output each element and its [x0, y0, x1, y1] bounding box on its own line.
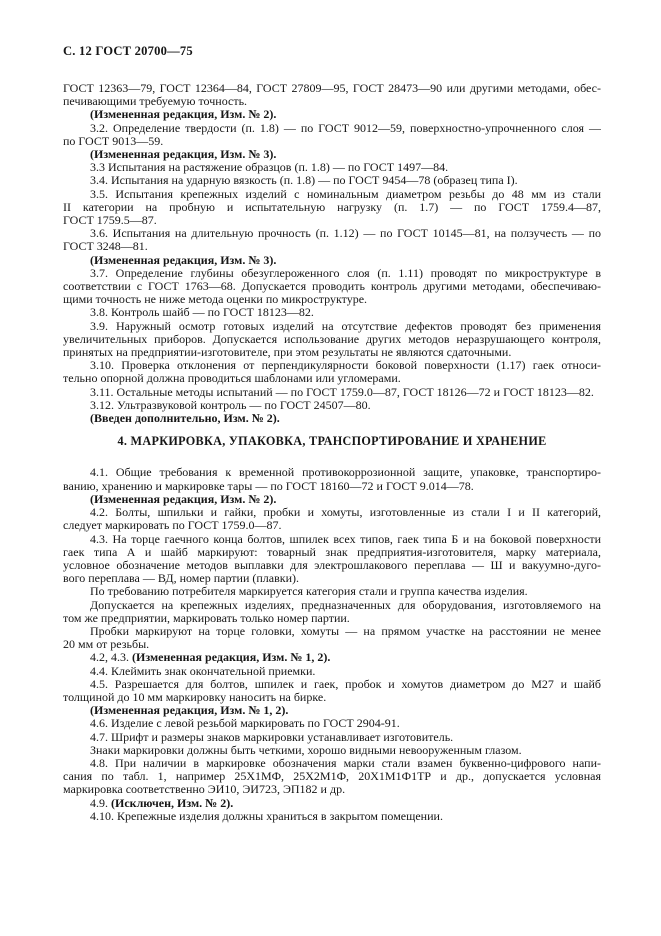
- text-run: ГОСТ 1759.5—87.: [63, 214, 157, 228]
- paragraph: [63, 757, 601, 797]
- paragraph: [63, 810, 601, 823]
- text-run: принятых на предприятии-изготовителе, при этом результаты не являются сдаточными.: [63, 346, 512, 360]
- text-run: 4.7. Шрифт и размеры знаков маркировки устанавливает изготовитель.: [90, 730, 454, 744]
- paragraph: [63, 188, 601, 228]
- text-line: [63, 201, 601, 214]
- paragraph: [63, 320, 601, 360]
- text-run: 3.9. Наружный осмотр готовых изделий на отсутствие дефектов проводят без применения: [90, 319, 601, 333]
- text-run: 3.2. Определение твердости (п. 1.8) — по ГОСТ 9012—59, поверхностно-упрочненного слоя —: [90, 121, 601, 135]
- paragraph: [63, 744, 601, 757]
- text-run: 3.12. Ультразвуковой контроль — по ГОСТ 24507—80.: [90, 398, 371, 412]
- text-line: [63, 372, 601, 385]
- text-run: 3.6. Испытания на длительную прочность (п. 1.12) — по ГОСТ 10145—81, на ползучесть — по: [90, 227, 601, 241]
- page-content: [63, 44, 601, 823]
- text-run: щими точность не ниже метода оценки по микроструктуре.: [63, 293, 368, 307]
- paragraph: [63, 122, 601, 148]
- text-run: по ГОСТ 9013—59.: [63, 134, 164, 148]
- bold-text-run: (Измененная редакция, Изм. № 3).: [90, 148, 277, 162]
- text-line: [63, 412, 601, 425]
- text-line: [63, 731, 601, 744]
- paragraph: [63, 386, 601, 399]
- paragraph: [63, 731, 601, 744]
- text-run: 4.2, 4.3.: [90, 651, 132, 665]
- paragraph: [63, 599, 601, 625]
- text-run: условное обозначение методов выплавки для электрошлакового переплава — Ш и вакуумно-дуго-: [63, 558, 601, 572]
- text-line: [63, 386, 601, 399]
- text-line: [63, 280, 601, 293]
- text-run: 20 мм от резьбы.: [63, 638, 150, 652]
- text-run: 3.3 Испытания на растяжение образцов (п. 1.8) — по ГОСТ 1497—84.: [90, 161, 449, 175]
- text-run: 4.2. Болты, шпильки и гайки, пробки и хомуты, изготовленные из стали I и II категорий,: [90, 506, 601, 520]
- editorial-note: [63, 108, 601, 121]
- text-line: [63, 227, 601, 240]
- text-line: [63, 519, 601, 532]
- text-run: соответствии с ГОСТ 1763—68. Допускается проводить контроль другими методами, обеспечиваю-: [63, 280, 601, 294]
- text-line: [63, 638, 601, 651]
- paragraph: [63, 717, 601, 730]
- paragraph: [63, 665, 601, 678]
- text-line: [63, 678, 601, 691]
- paragraph: [63, 161, 601, 174]
- paragraph: [63, 399, 601, 412]
- text-run: 3.10. Проверка отклонения от перпендикулярности боковой поверхности (1.17) гаек относи-: [90, 359, 601, 373]
- bold-text-run: (Измененная редакция, Изм. № 2).: [90, 492, 277, 506]
- text-line: [63, 625, 601, 638]
- text-line: [63, 214, 601, 227]
- text-run: 4.9.: [90, 796, 111, 810]
- text-line: [63, 691, 601, 704]
- text-run: тельно опорной должна проводиться шаблонами или угломерами.: [63, 372, 401, 386]
- text-run: 4.5. Разрешается для болтов, шпилек и гаек, пробок и хомутов диаметром до М27 и шайб: [90, 677, 601, 691]
- text-run: сания по табл. 1, например 25Х1МФ, 25Х2М1Ф, 20Х1М1Ф1ТР и др., допускается условная: [63, 770, 601, 784]
- text-run: 4.3. На торце гаечного конца болтов, шпилек всех типов, гаек типа Б и на боковой поверхности: [90, 532, 601, 546]
- text-line: [63, 704, 601, 717]
- text-line: [63, 333, 601, 346]
- bold-text-run: (Введен дополнительно, Изм. № 2).: [90, 412, 280, 426]
- text-run: 4.8. При наличии в маркировке обозначения марки стали взамен буквенно-цифрового напи-: [90, 756, 601, 770]
- text-line: [63, 651, 601, 664]
- text-line: [63, 797, 601, 810]
- editorial-note: [63, 493, 601, 506]
- text-line: [63, 599, 601, 612]
- text-line: [63, 82, 601, 95]
- page-header: С. 12 ГОСТ 20700—75: [63, 44, 193, 58]
- text-line: [63, 174, 601, 187]
- text-line: [63, 480, 601, 493]
- paragraph: [63, 585, 601, 598]
- text-run: толщиной до 10 мм маркировку наносить на бирке.: [63, 690, 327, 704]
- text-line: [63, 306, 601, 319]
- text-run: увеличительных приборов. Допускается использование других методов неразрушающего контроля,: [63, 332, 601, 346]
- text-line: [63, 466, 601, 479]
- text-run: 3.11. Остальные методы испытаний — по ГОСТ 1759.0—87, ГОСТ 18126—72 и ГОСТ 18123—82.: [90, 385, 594, 399]
- text-run: вого переплава — ВД, номер партии (плавки).: [63, 572, 300, 586]
- text-run: 4.6. Изделие с левой резьбой маркировать по ГОСТ 2904-91.: [90, 717, 400, 731]
- paragraph: [63, 359, 601, 385]
- editorial-note: [63, 254, 601, 267]
- text-line: [63, 585, 601, 598]
- text-line: [63, 810, 601, 823]
- paragraph: [63, 625, 601, 651]
- text-line: [63, 559, 601, 572]
- text-run: По требованию потребителя маркируется категория стали и группа качества изделия.: [90, 585, 528, 599]
- text-line: [63, 346, 601, 359]
- text-line: [63, 399, 601, 412]
- bold-text-run: (Измененная редакция, Изм. № 3).: [90, 253, 277, 267]
- text-run: 4.4. Клеймить знак окончательной приемки.: [90, 664, 316, 678]
- text-run: II категории на пробную и испытательную нагрузку (п. 1.7) — по ГОСТ 1759.4—87,: [63, 200, 601, 214]
- text-run: 4.1. Общие требования к временной противокоррозионной защите, упаковке, транспортиро-: [90, 466, 601, 480]
- editorial-note: [63, 412, 601, 425]
- text-run: Пробки маркируют на торце головки, хомуты — на прямом участке на расстоянии не менее: [90, 624, 601, 638]
- text-line: [63, 108, 601, 121]
- text-line: [63, 744, 601, 757]
- text-line: [63, 717, 601, 730]
- paragraph: [63, 506, 601, 532]
- bold-text-run: (Измененная редакция, Изм. № 2).: [90, 108, 277, 122]
- paragraph: [63, 306, 601, 319]
- paragraph: [63, 533, 601, 586]
- text-line: [63, 770, 601, 783]
- text-run: следует маркировать по ГОСТ 1759.0—87.: [63, 519, 282, 533]
- text-line: [63, 493, 601, 506]
- document-body: [63, 82, 601, 823]
- editorial-note: [63, 148, 601, 161]
- text-run: Допускается на крепежных изделиях, предназначенных для оборудования, изготовляемого на: [90, 598, 601, 612]
- text-run: 3.7. Определение глубины обезуглероженного слоя (п. 1.11) проводят по микроструктуре в: [90, 266, 601, 280]
- paragraph: [63, 227, 601, 253]
- text-line: [63, 254, 601, 267]
- text-line: [63, 546, 601, 559]
- text-line: [63, 267, 601, 280]
- text-run: маркировка соответственно ЭИ10, ЭИ723, ЭП182 и др.: [63, 783, 346, 797]
- text-line: [63, 665, 601, 678]
- text-line: [63, 148, 601, 161]
- text-run: гаек типа А и шайб маркируют: товарный знак предприятия-изготовителя, марку материала,: [63, 545, 601, 559]
- text-line: [63, 161, 601, 174]
- text-line: [63, 122, 601, 135]
- text-run: ванию, хранению и маркировке тары — по ГОСТ 18160—72 и ГОСТ 9.014—78.: [63, 479, 474, 493]
- text-line: [63, 240, 601, 253]
- text-line: [63, 359, 601, 372]
- text-line: [63, 135, 601, 148]
- paragraph: [63, 466, 601, 492]
- text-line: [63, 293, 601, 306]
- section-heading: 4. МАРКИРОВКА, УПАКОВКА, ТРАНСПОРТИРОВАНИЕ И ХРАНЕНИЕ: [117, 434, 547, 449]
- text-run: 4.10. Крепежные изделия должны храниться в закрытом помещении.: [90, 809, 443, 823]
- text-run: 3.5. Испытания крепежных изделий с номинальным диаметром резьбы до 48 мм из стали: [90, 187, 601, 201]
- text-run: Знаки маркировки должны быть четкими, хорошо видными невооруженным глазом.: [90, 743, 522, 757]
- paragraph: [63, 174, 601, 187]
- text-run: 3.8. Контроль шайб — по ГОСТ 18123—82.: [90, 306, 314, 320]
- paragraph: [63, 82, 601, 108]
- text-run: том же предприятии, маркировать только номер партии.: [63, 611, 350, 625]
- text-run: 3.4. Испытания на ударную вязкость (п. 1.8) — по ГОСТ 9454—78 (образец типа I).: [90, 174, 518, 188]
- bold-text-run: (Измененная редакция, Изм. № 1, 2).: [90, 704, 289, 718]
- paragraph: [63, 678, 601, 704]
- text-line: [63, 188, 601, 201]
- paragraph: [63, 651, 601, 664]
- text-run: ГОСТ 3248—81.: [63, 240, 148, 254]
- text-line: [63, 95, 601, 108]
- text-line: [63, 783, 601, 796]
- text-line: [63, 320, 601, 333]
- bold-text-run: (Измененная редакция, Изм. № 1, 2).: [132, 651, 331, 665]
- text-line: [63, 506, 601, 519]
- bold-text-run: (Исключен, Изм. № 2).: [111, 796, 234, 810]
- text-line: [63, 533, 601, 546]
- text-run: ГОСТ 12363—79, ГОСТ 12364—84, ГОСТ 27809—95, ГОСТ 28473—90 или другими методами, обес-: [63, 82, 601, 95]
- text-line: [63, 757, 601, 770]
- paragraph: [63, 267, 601, 307]
- text-line: [63, 612, 601, 625]
- text-line: [63, 572, 601, 585]
- editorial-note: [63, 704, 601, 717]
- text-run: печивающими требуемую точность.: [63, 95, 248, 109]
- paragraph: [63, 797, 601, 810]
